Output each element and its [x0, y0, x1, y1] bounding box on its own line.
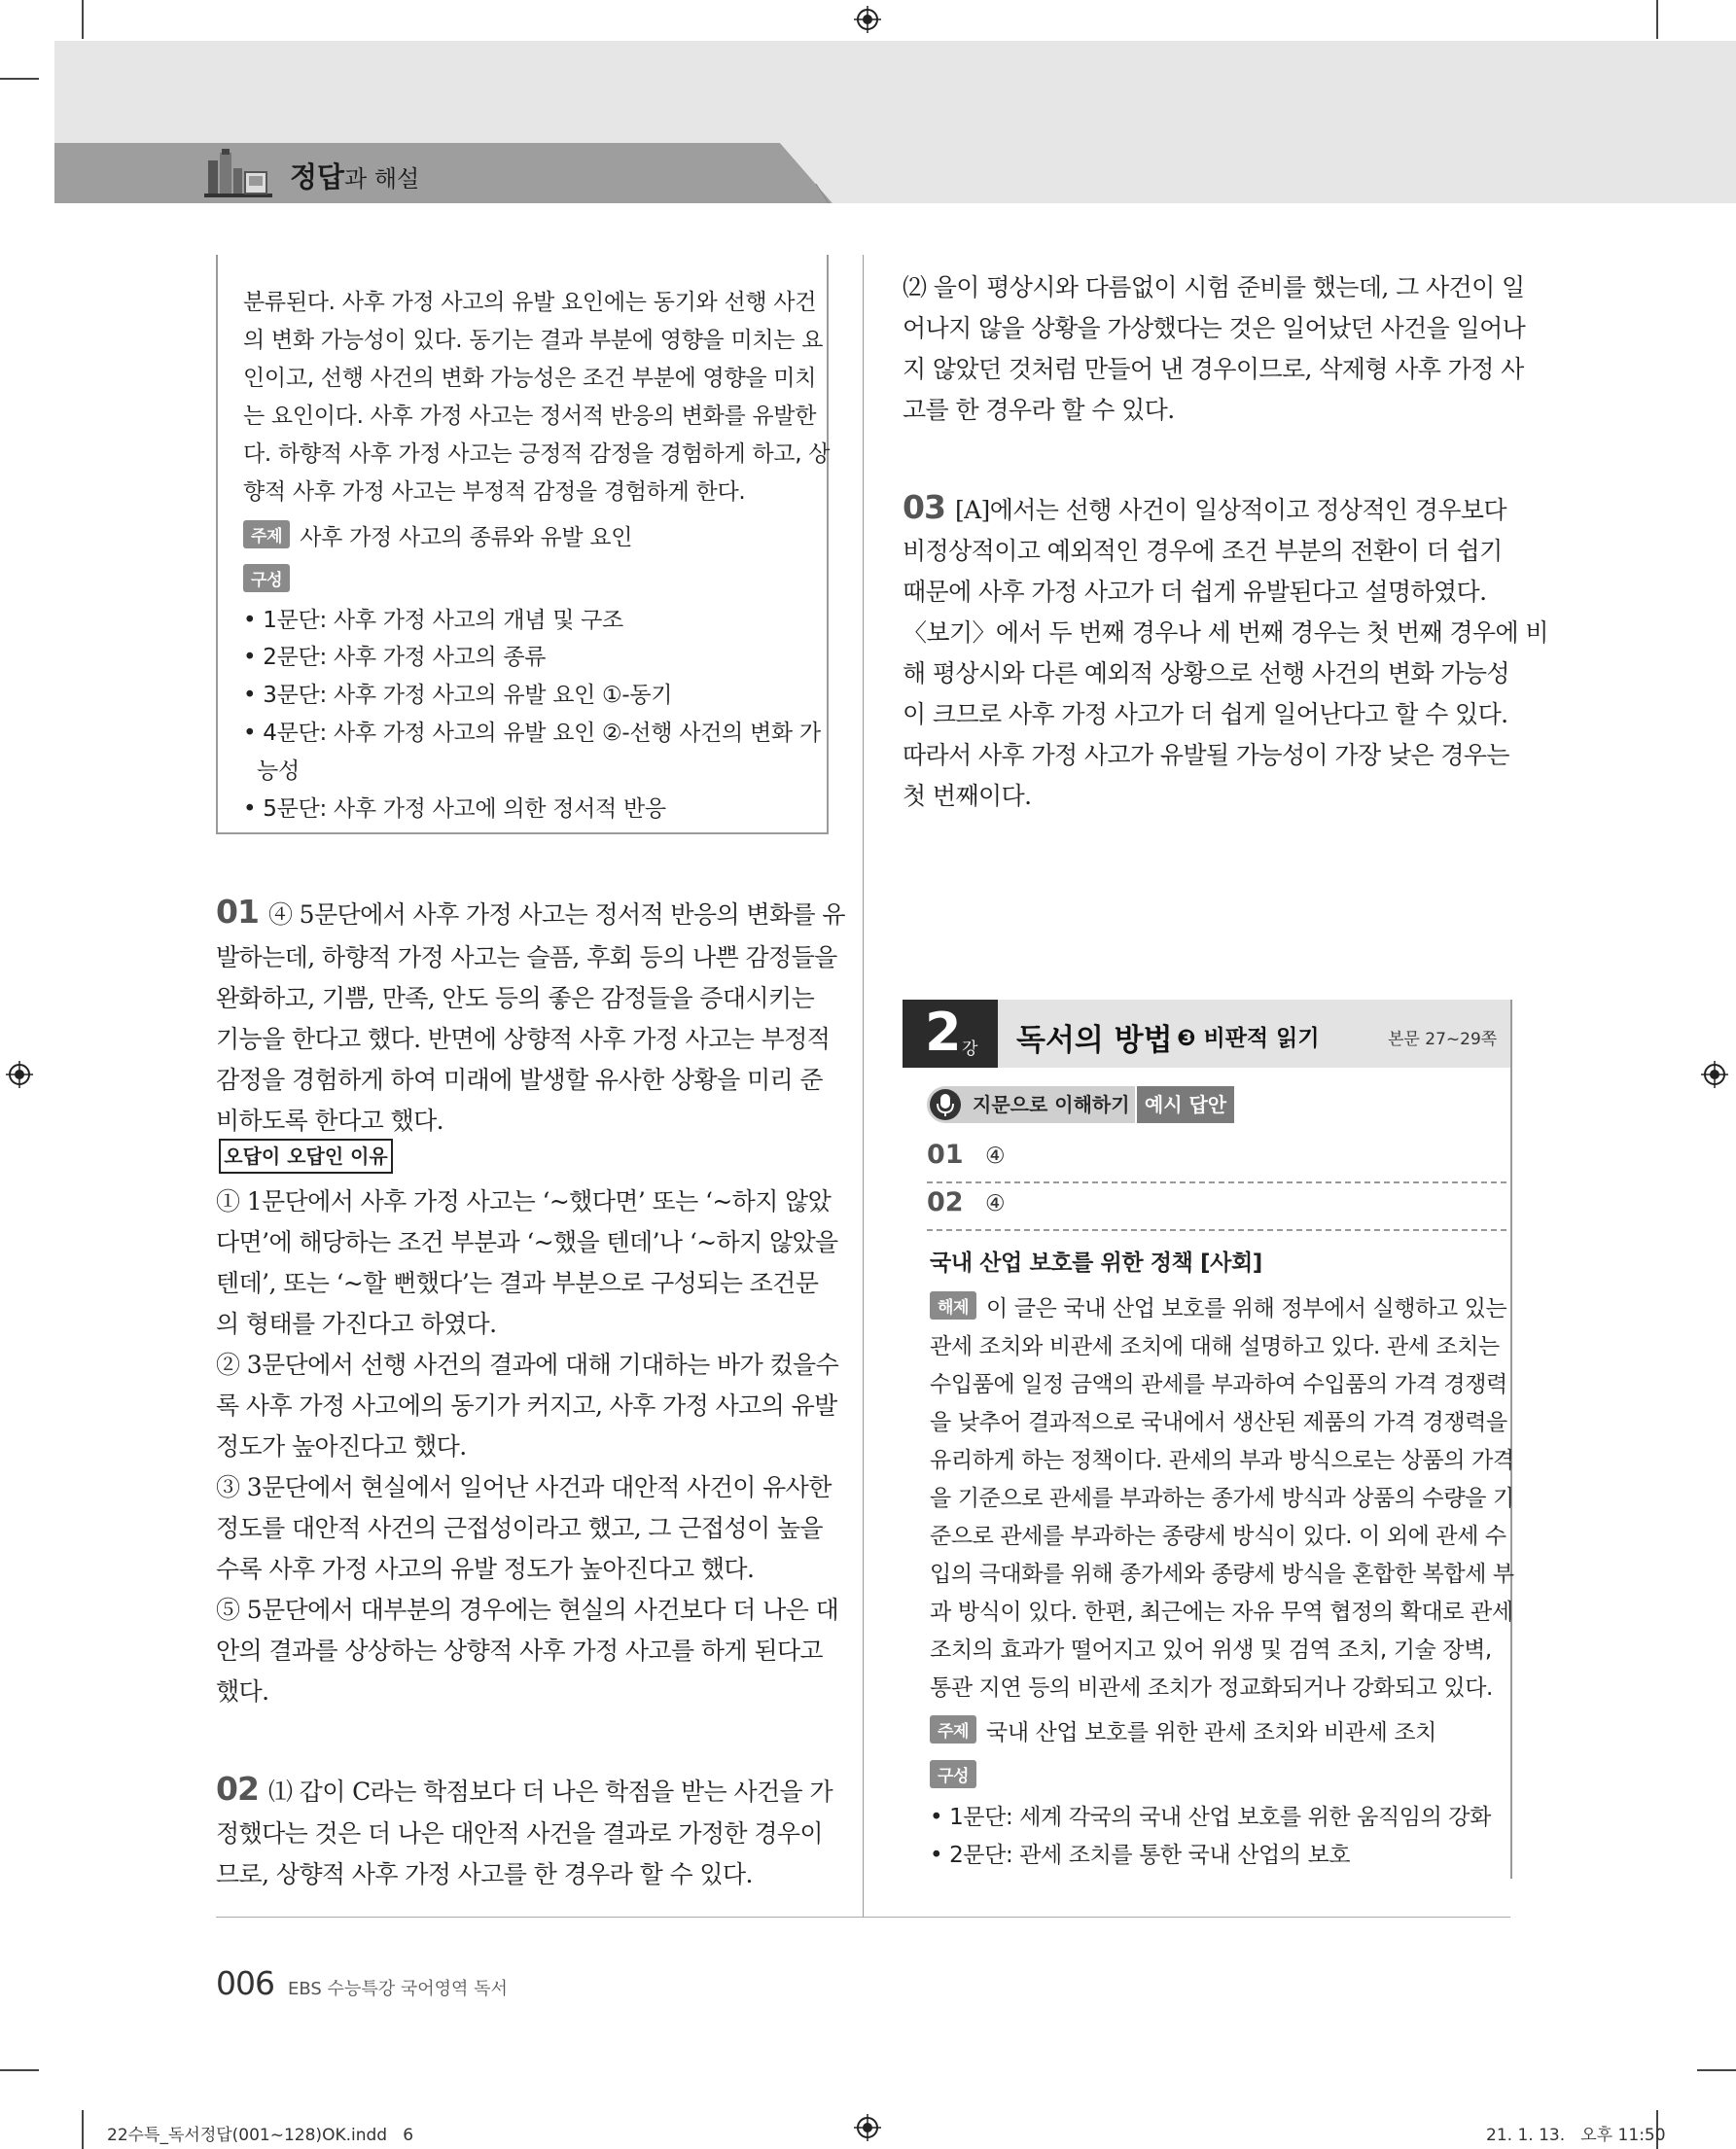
section-2-theme: 주제 국내 산업 보호를 위한 관세 조치와 비관세 조치: [930, 1714, 1436, 1746]
page-number: 006: [216, 1964, 274, 2002]
answer-line: 므로, 상향적 사후 가정 사고를 한 경우라 할 수 있다.: [216, 1860, 753, 1888]
footer-rule: [216, 1917, 1510, 1918]
answer-number: 02: [927, 1187, 964, 1217]
explain-line: 을 기준으로 관세를 부과하는 종가세 방식과 상품의 수량을 기: [930, 1486, 1514, 1511]
explanation-line: 정도를 대안적 사건의 근접성이라고 했고, 그 근접성이 높을: [216, 1514, 823, 1542]
crop-mark: [82, 0, 84, 39]
header-band: [54, 41, 1736, 143]
summary-line: 분류된다. 사후 가정 사고의 유발 요인에는 동기와 선행 사건: [243, 290, 817, 315]
answer-line: 발하는데, 하향적 가정 사고는 슬픔, 후회 등의 나쁜 감정들을: [216, 943, 837, 971]
summary-line: 다. 하향적 사후 가정 사고는 긍정적 감정을 경험하게 하고, 상: [243, 441, 831, 467]
answer-line: 기능을 한다고 했다. 반면에 상향적 사후 가정 사고는 부정적: [216, 1025, 831, 1053]
answer-number: 01: [927, 1140, 964, 1170]
explain-line: 관세 조치와 비관세 조치에 대해 설명하고 있다. 관세 조치는: [930, 1334, 1500, 1359]
question-02-first-line: 02 ⑴ 갑이 C라는 학점보다 더 나은 학점을 받는 사건을 가: [216, 1770, 833, 1808]
theme-tag: 주제: [930, 1715, 976, 1744]
crop-mark: [0, 78, 39, 80]
explain-line: 입의 극대화를 위해 종가세와 종량세 방식을 혼합한 복합세 부: [930, 1562, 1514, 1587]
answer-line: 비하도록 한다고 했다.: [216, 1107, 443, 1135]
slug-filename: 22수특_독서정답(001~128)OK.indd 6: [107, 2126, 414, 2145]
explain-line: 과 방식이 있다. 한편, 최근에는 자유 무역 협정의 확대로 관세: [930, 1600, 1513, 1625]
explanation-line: ① 1문단에서 사후 가정 사고는 ‘~했다면’ 또는 ‘~하지 않았: [216, 1187, 832, 1215]
answer-line: 따라서 사후 가정 사고가 유발될 가능성이 가장 낮은 경우는: [903, 741, 1509, 769]
structure-tag: 구성: [930, 1760, 976, 1788]
answer-line: 해 평상시와 다른 예외적 상황으로 선행 사건의 변화 가능성: [903, 659, 1509, 687]
answer-line: 비정상적이고 예외적인 경우에 조건 부분의 전환이 더 쉽기: [903, 537, 1503, 565]
crop-mark: [1697, 2069, 1736, 2071]
question-number: 01: [216, 893, 259, 931]
theme-tag: 주제: [243, 520, 290, 548]
explanation-line: 했다.: [216, 1677, 269, 1706]
dashed-separator: [927, 1181, 1506, 1183]
explain-line: 조치의 효과가 떨어지고 있어 위생 및 검역 조치, 기술 장벽,: [930, 1638, 1492, 1663]
registration-mark-icon: [6, 1061, 33, 1088]
structure-item: • 2문단: 관세 조치를 통한 국내 산업의 보호: [930, 1843, 1351, 1868]
summary-structure-label: [243, 564, 300, 594]
explanation-line: 수록 사후 가정 사고의 유발 정도가 높아진다고 했다.: [216, 1555, 755, 1583]
explanation-line: 정도가 높아진다고 했다.: [216, 1432, 467, 1461]
explanation-line: ③ 3문단에서 현실에서 일어난 사건과 대안적 사건이 유사한: [216, 1473, 832, 1501]
books-icon: [200, 143, 276, 199]
lesson-suffix: 강: [962, 1039, 978, 1059]
answer-line: 첫 번째이다.: [903, 782, 1032, 810]
summary-line: 의 변화 가능성이 있다. 동기는 결과 부분에 영향을 미치는 요: [243, 328, 824, 353]
structure-tag: 구성: [243, 564, 290, 592]
section-title: 독서의 방법: [1016, 1023, 1173, 1058]
question-03-first-line: 03 [A]에서는 선행 사건이 일상적이고 정상적인 경우보다: [903, 488, 1506, 526]
summary-line: 인이고, 선행 사건의 변화 가능성은 조건 부분에 영향을 미치: [243, 366, 817, 391]
structure-item: • 5문단: 사후 가정 사고에 의한 정서적 반응: [243, 796, 666, 822]
section-2-structure-label: [930, 1760, 986, 1790]
understand-label: 지문으로 이해하기: [927, 1086, 1135, 1123]
explain-tag: 해제: [930, 1291, 976, 1320]
structure-item: • 3문단: 사후 가정 사고의 유발 요인 ①-동기: [243, 683, 673, 708]
passage-title: 국내 산업 보호를 위한 정책 [사회]: [930, 1251, 1262, 1276]
explanation-line: ② 3문단에서 선행 사건의 결과에 대해 기대하는 바가 컸을수: [216, 1351, 839, 1379]
explanation-line: 다면’에 해당하는 조건 부분과 ‘~했을 텐데’나 ‘~하지 않았을: [216, 1228, 838, 1256]
answer-line: 고를 한 경우라 할 수 있다.: [903, 396, 1175, 424]
explain-line: 통관 지연 등의 비관세 조치가 정교화되거나 강화되고 있다.: [930, 1675, 1493, 1701]
section-subtitle: ❸ 비판적 읽기: [1177, 1026, 1320, 1051]
answer-value: ④: [985, 1191, 1006, 1216]
registration-mark-icon: [1701, 1061, 1728, 1088]
question-01-first-line: 01 ④ 5문단에서 사후 가정 사고는 정서적 반응의 변화를 유: [216, 893, 845, 931]
explanation-line: 록 사후 가정 사고에의 동기가 커지고, 사후 가정 사고의 유발: [216, 1392, 837, 1420]
crop-mark: [1656, 0, 1658, 39]
lesson-number: 2: [925, 1002, 962, 1063]
book-title: EBS 수능특강 국어영역 독서: [288, 1979, 508, 1999]
answer-value: ④: [985, 1144, 1006, 1169]
structure-item: • 2문단: 사후 가정 사고의 종류: [243, 645, 547, 670]
answer-line: 때문에 사후 가정 사고가 더 쉽게 유발된다고 설명하였다.: [903, 578, 1487, 606]
answer-line: 어나지 않을 상황을 가상했다는 것은 일어났던 사건을 일어나: [903, 314, 1526, 342]
explain-line: 을 낮추어 결과적으로 국내에서 생산된 제품의 가격 경쟁력을: [930, 1410, 1507, 1435]
summary-theme: 주제 사후 가정 사고의 종류와 유발 요인: [243, 519, 632, 551]
explanation-line: 안의 결과를 상상하는 상향적 사후 가정 사고를 하게 된다고: [216, 1637, 823, 1665]
explain-line: 유리하게 하는 정책이다. 관세의 부과 방식으로는 상품의 가격: [930, 1448, 1514, 1473]
answer-line: 정했다는 것은 더 나은 대안적 사건을 결과로 가정한 경우이: [216, 1819, 823, 1848]
example-answer-label: 예시 답안: [1137, 1086, 1234, 1123]
registration-mark-icon: [854, 6, 881, 33]
answer-line: 지 않았던 것처럼 만들어 낸 경우이므로, 삭제형 사후 가정 사: [903, 355, 1524, 383]
summary-line: 는 요인이다. 사후 가정 사고는 정서적 반응의 변화를 유발한: [243, 404, 817, 429]
structure-item: • 1문단: 사후 가정 사고의 개념 및 구조: [243, 608, 623, 633]
crop-mark: [82, 2110, 84, 2149]
explain-first-line: 해제 이 글은 국내 산업 보호를 위해 정부에서 실행하고 있는: [930, 1290, 1506, 1322]
dashed-separator: [927, 1229, 1506, 1231]
crop-mark: [0, 2069, 39, 2071]
structure-item: • 1문단: 세계 각국의 국내 산업 보호를 위한 움직임의 강화: [930, 1805, 1491, 1830]
slug-date: 21. 1. 13. 오후 11:50: [1486, 2126, 1666, 2145]
structure-item: 능성: [243, 758, 300, 784]
explain-line: 수입품에 일정 금액의 관세를 부과하여 수입품의 가격 경쟁력: [930, 1372, 1507, 1397]
section-2-box: [903, 1000, 1512, 1879]
wrong-answer-label: 오답이 오답인 이유: [219, 1139, 393, 1174]
registration-mark-icon: [854, 2114, 881, 2141]
structure-item: • 4문단: 사후 가정 사고의 유발 요인 ②-선행 사건의 변화 가: [243, 721, 821, 746]
summary-line: 향적 사후 가정 사고는 부정적 감정을 경험하게 한다.: [243, 479, 746, 505]
answer-line: 〈보기〉에서 두 번째 경우나 세 번째 경우는 첫 번째 경우에 비: [903, 618, 1548, 647]
explain-line: 준으로 관세를 부과하는 종량세 방식이 있다. 이 외에 관세 수: [930, 1524, 1506, 1549]
page-reference: 본문 27~29쪽: [1388, 1030, 1498, 1049]
header-title: 정답과 해설: [290, 160, 420, 194]
explanation-line: 의 형태를 가진다고 하였다.: [216, 1310, 497, 1338]
answer-line: ⑵ 을이 평상시와 다름없이 시험 준비를 했는데, 그 사건이 일: [903, 273, 1525, 301]
explanation-line: ⑤ 5문단에서 대부분의 경우에는 현실의 사건보다 더 나은 대: [216, 1596, 839, 1624]
column-divider: [863, 255, 864, 1918]
question-number: 02: [216, 1770, 259, 1808]
answer-line: 감정을 경험하게 하여 미래에 발생할 유사한 상황을 미리 준: [216, 1066, 823, 1094]
answer-line: 완화하고, 기쁨, 만족, 안도 등의 좋은 감정들을 증대시키는: [216, 984, 815, 1012]
explanation-line: 텐데’, 또는 ‘~할 뻔했다’는 결과 부분으로 구성되는 조건문: [216, 1269, 819, 1297]
microphone-icon: [929, 1088, 962, 1121]
question-number: 03: [903, 488, 945, 526]
answer-line: 이 크므로 사후 가정 사고가 더 쉽게 일어난다고 할 수 있다.: [903, 700, 1508, 728]
